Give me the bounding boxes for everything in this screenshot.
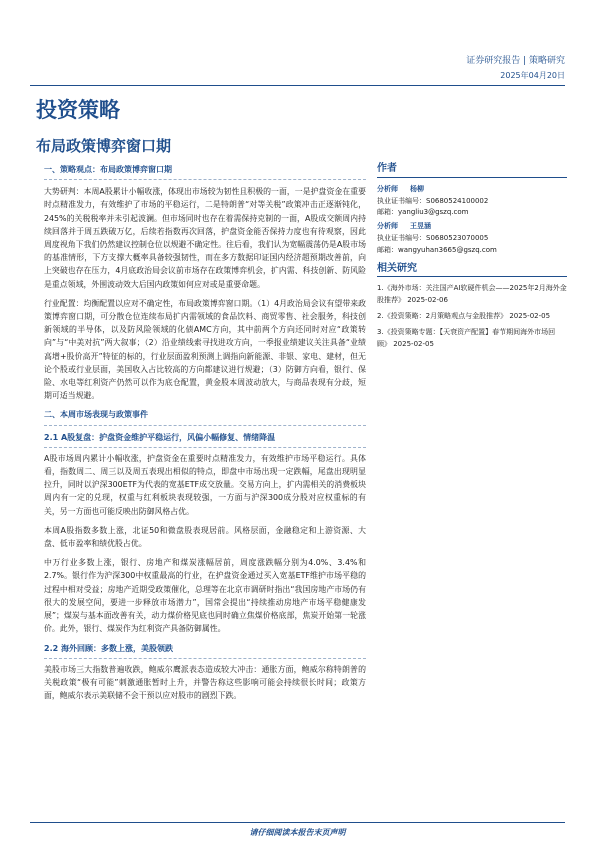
paragraph-overseas: 美股市场三大指数普遍收跌，鲍威尔鹰派表态造成较大冲击：通胀方面，鲍威尔称特朗普的关税政策“极有可能”刺激通胀暂时上升，并警告称这些影响可能会持续很长时间；政策方面，鲍威尔表示美联储不会干预以应对股市的剧烈下跌。 xyxy=(44,664,366,701)
document-title: 投资策略 xyxy=(36,98,120,122)
subsection-heading: 2.1 A股复盘：护盘资金维护平稳运行，风偏小幅修复、情绪降温 xyxy=(44,431,366,448)
author-role: 分析师 xyxy=(377,222,398,231)
author-name: 王昱涵 xyxy=(410,222,431,231)
paragraph-index: 本周A股指数多数上涨，北证50和微盘股表现居前。风格层面，金融稳定和上游资源、大盘、低市盈率和绩优股占优。 xyxy=(44,525,366,549)
header-date: 2025年04月20日 xyxy=(500,71,565,80)
author-1 xyxy=(377,184,567,196)
author-cert: 执业证书编号：S0680524100002 xyxy=(377,196,489,205)
author-name: 杨柳 xyxy=(410,184,424,193)
section-heading: 二、本周市场表现与政策事件 xyxy=(44,408,366,425)
footer-notice: 请仔细阅读本报告末页声明 xyxy=(249,828,346,837)
author-cert: 执业证书编号：S0680523070005 xyxy=(377,233,489,242)
main-content xyxy=(44,163,366,708)
subsection-heading: 2.2 海外回顾：多数上涨，美股领跌 xyxy=(44,642,366,659)
paragraph-outlook: 大势研判：本周A股累计小幅收涨，体现出市场较为韧性且积极的一面，一是护盘资金在重要时点精准发力，有效维护了市场的平稳运行，二是特朗普“对等关税”政策冲击正逐渐钝化，245%的关税税率并未引起波澜。但市场同时也存在着需保持克制的一面，A股成交额周内持续回落并于周五跌破万亿，后续若指数再次回落，护盘资金能否保持力度也有待观察，因此周度视角下我们仍然建议控制仓位以规避不确定性。往后看，我们认为宽幅震荡仍是A股市场的基准情形，下方支撑大概率具备较强韧性，而在多方数据印证国内经济超预期改善前，向上突破也存在压力，4月底政治局会议前市场存在政策博弈机会，扩内需、科技创新、防风险是重点领域，外围波动效大后国内政策如何应对或是重要命题。 xyxy=(44,187,366,289)
header-divider xyxy=(30,85,565,86)
paragraph-industry: 中万行业多数上涨，银行、房地产和煤炭涨幅居前，周度涨跌幅分别为4.0%、3.4%和2.7%。银行作为沪深300中权重最高的行业，在护盘资金通过买入宽基ETF维护市场平稳的过程中相对受益；房地产近期受政策催化，总理等在北京市调研时指出“我国房地产市场仍有很大的发展空间，要进一步释放市场潜力”，国常会提出“持续推动房地产市场平稳健康发展”；煤炭与基本面改善有关，动力煤价格见底也同时确立焦煤价格底部，焦炭开始第一轮涨价。此外，银行、煤炭作为红利资产具备防御属性。 xyxy=(44,558,366,634)
footer-divider xyxy=(30,822,565,823)
related-heading: 相关研究 xyxy=(377,263,567,278)
author-email[interactable]: 邮箱：yangliu3@gszq.com xyxy=(377,208,469,217)
paragraph-a-share: A股市场周内累计小幅收涨，护盘资金在重要时点精准发力，有效维护市场平稳运行。具体看，指数周二、周三以及周五表现出相似的特点，即盘中市场出现一定跌幅，尾盘出现明显拉升，同时以沪深300ETF为代表的宽基ETF成交放量。交易方向上，扩内需相关的消费板块周内有一定的兑现，权重与红利板块表现较强，一方面与沪深300成分股对应权重标的有关，另一方面也可能反映出防御风格占优。 xyxy=(44,453,366,516)
author-email[interactable]: 邮箱：wangyuhan3665@gszq.com xyxy=(377,245,497,254)
related-item[interactable]: 2.《投资策略：2月策略观点与金股推荐》 2025-02-05 xyxy=(377,311,551,320)
paragraph-allocation: 行业配置：均衡配置以应对不确定性，布局政策博弈窗口期。（1）4月政治局会议有望带来政策博弈窗口期，可分散仓位连续布局扩内需领域的食品饮料、商贸零售、社会服务，科技创新领域的半导体，以及防风险领域的化债AMC方向，其中前两个方向还同时对应“政策转向”与“中美对抗”两大叙事；（2）沿业绩线索寻找进攻方向，一季报业绩建议关注具备“业绩高增+股价高开”特征的标的，行业层面盈利预测上调指向新能源、非银、家电、建材，但无论个股或行业层面，美国收入占比较高的方向都建议进行规避；（3）防御方向看，银行、保险、水电等红利资产仍然可以作为底仓配置，黄金股本周波动放大，与商品表现有分歧，短期可适当规避。 xyxy=(44,298,366,401)
related-item[interactable]: 1.《海外市场：关注国产AI软硬件机会——2025年2月海外金股推荐》 2025-02-06 xyxy=(377,284,567,305)
document-subtitle: 布局政策博弈窗口期 xyxy=(36,137,172,155)
author-2 xyxy=(377,221,567,233)
section-heading: 一、策略观点：布局政策博弈窗口期 xyxy=(44,163,366,180)
header-brand: 证券研究报告 | 策略研究 xyxy=(466,56,565,66)
related-item[interactable]: 3.《投资策略专题：【天衰资产配置】春节期间海外市场回顾》 2025-02-05 xyxy=(377,327,556,348)
sidebar xyxy=(377,163,567,350)
author-role: 分析师 xyxy=(377,184,398,193)
authors-heading: 作者 xyxy=(377,163,567,178)
